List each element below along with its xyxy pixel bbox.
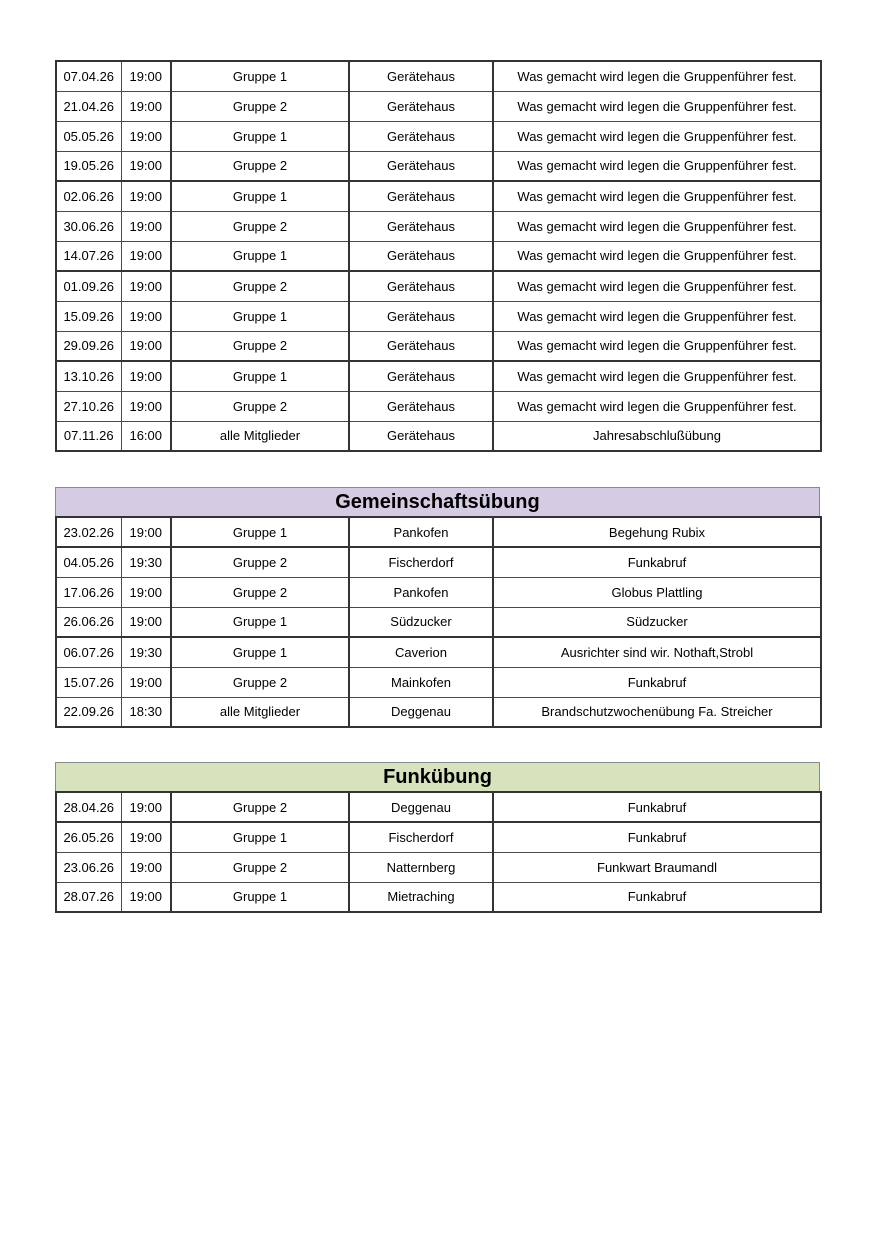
cell-date: 13.10.26	[56, 361, 121, 391]
cell-note: Was gemacht wird legen die Gruppenführer fest.	[493, 151, 821, 181]
cell-date: 28.07.26	[56, 882, 121, 912]
table-row	[56, 822, 821, 852]
cell-time: 19:00	[121, 577, 171, 607]
cell-date: 30.06.26	[56, 211, 121, 241]
cell-date: 28.04.26	[56, 792, 121, 822]
cell-location: Gerätehaus	[349, 391, 493, 421]
cell-note: Begehung Rubix	[493, 517, 821, 547]
cell-group: Gruppe 2	[171, 211, 349, 241]
cell-note: Funkabruf	[493, 547, 821, 577]
cell-time: 19:00	[121, 151, 171, 181]
section-title-gemeinschaftsuebung: Gemeinschaftsübung	[55, 487, 820, 516]
cell-location: Fischerdorf	[349, 547, 493, 577]
cell-note: Was gemacht wird legen die Gruppenführer fest.	[493, 211, 821, 241]
cell-group: Gruppe 1	[171, 822, 349, 852]
table-section-funkuebung	[55, 762, 820, 913]
cell-note: Was gemacht wird legen die Gruppenführer fest.	[493, 61, 821, 91]
cell-note: Was gemacht wird legen die Gruppenführer fest.	[493, 241, 821, 271]
cell-time: 19:00	[121, 271, 171, 301]
cell-location: Gerätehaus	[349, 421, 493, 451]
table-row	[56, 517, 821, 547]
cell-group: Gruppe 2	[171, 792, 349, 822]
cell-location: Natternberg	[349, 852, 493, 882]
cell-time: 19:00	[121, 882, 171, 912]
cell-note: Was gemacht wird legen die Gruppenführer fest.	[493, 391, 821, 421]
cell-note: Funkabruf	[493, 667, 821, 697]
cell-time: 19:00	[121, 607, 171, 637]
table-row	[56, 547, 821, 577]
cell-time: 19:30	[121, 547, 171, 577]
cell-location: Gerätehaus	[349, 91, 493, 121]
cell-time: 19:00	[121, 181, 171, 211]
table-row	[56, 211, 821, 241]
cell-date: 27.10.26	[56, 391, 121, 421]
cell-group: Gruppe 1	[171, 517, 349, 547]
schedule-table-funkuebung	[55, 791, 822, 913]
cell-time: 19:00	[121, 852, 171, 882]
table-row	[56, 61, 821, 91]
cell-location: Deggenau	[349, 792, 493, 822]
cell-date: 15.07.26	[56, 667, 121, 697]
cell-time: 19:00	[121, 241, 171, 271]
cell-date: 23.02.26	[56, 517, 121, 547]
cell-time: 18:30	[121, 697, 171, 727]
cell-location: Gerätehaus	[349, 211, 493, 241]
cell-location: Pankofen	[349, 517, 493, 547]
cell-group: Gruppe 2	[171, 151, 349, 181]
table-section-gemeinschaftsuebung	[55, 487, 820, 728]
cell-time: 19:00	[121, 211, 171, 241]
cell-note: Funkwart Braumandl	[493, 852, 821, 882]
cell-location: Deggenau	[349, 697, 493, 727]
cell-time: 19:30	[121, 637, 171, 667]
table-row	[56, 271, 821, 301]
cell-note: Brandschutzwochenübung Fa. Streicher	[493, 697, 821, 727]
cell-group: Gruppe 1	[171, 181, 349, 211]
table-section-gruppenuebung	[55, 60, 820, 452]
cell-location: Südzucker	[349, 607, 493, 637]
cell-group: Gruppe 2	[171, 852, 349, 882]
cell-note: Was gemacht wird legen die Gruppenführer fest.	[493, 301, 821, 331]
cell-date: 14.07.26	[56, 241, 121, 271]
table-row	[56, 421, 821, 451]
cell-date: 19.05.26	[56, 151, 121, 181]
cell-location: Gerätehaus	[349, 271, 493, 301]
cell-location: Mietraching	[349, 882, 493, 912]
cell-note: Ausrichter sind wir. Nothaft,Strobl	[493, 637, 821, 667]
table-row	[56, 301, 821, 331]
table-row	[56, 391, 821, 421]
cell-location: Gerätehaus	[349, 241, 493, 271]
cell-time: 19:00	[121, 301, 171, 331]
cell-date: 05.05.26	[56, 121, 121, 151]
cell-group: Gruppe 2	[171, 91, 349, 121]
cell-location: Pankofen	[349, 577, 493, 607]
cell-date: 06.07.26	[56, 637, 121, 667]
cell-note: Was gemacht wird legen die Gruppenführer fest.	[493, 361, 821, 391]
cell-note: Jahresabschlußübung	[493, 421, 821, 451]
table-row	[56, 792, 821, 822]
cell-time: 19:00	[121, 822, 171, 852]
cell-time: 19:00	[121, 517, 171, 547]
cell-group: Gruppe 1	[171, 121, 349, 151]
cell-time: 19:00	[121, 667, 171, 697]
cell-group: Gruppe 2	[171, 667, 349, 697]
section-title-funkuebung: Funkübung	[55, 762, 820, 791]
cell-group: Gruppe 1	[171, 637, 349, 667]
cell-location: Gerätehaus	[349, 181, 493, 211]
cell-note: Was gemacht wird legen die Gruppenführer fest.	[493, 181, 821, 211]
table-row	[56, 697, 821, 727]
cell-note: Was gemacht wird legen die Gruppenführer fest.	[493, 271, 821, 301]
cell-group: Gruppe 1	[171, 301, 349, 331]
cell-date: 07.04.26	[56, 61, 121, 91]
cell-time: 19:00	[121, 792, 171, 822]
cell-note: Was gemacht wird legen die Gruppenführer fest.	[493, 121, 821, 151]
cell-location: Gerätehaus	[349, 361, 493, 391]
cell-date: 26.05.26	[56, 822, 121, 852]
cell-location: Gerätehaus	[349, 151, 493, 181]
cell-date: 29.09.26	[56, 331, 121, 361]
table-row	[56, 91, 821, 121]
cell-date: 21.04.26	[56, 91, 121, 121]
cell-location: Gerätehaus	[349, 121, 493, 151]
cell-note: Was gemacht wird legen die Gruppenführer fest.	[493, 91, 821, 121]
cell-group: Gruppe 2	[171, 271, 349, 301]
cell-time: 19:00	[121, 91, 171, 121]
cell-date: 07.11.26	[56, 421, 121, 451]
cell-location: Fischerdorf	[349, 822, 493, 852]
cell-date: 15.09.26	[56, 301, 121, 331]
cell-date: 02.06.26	[56, 181, 121, 211]
cell-group: Gruppe 2	[171, 391, 349, 421]
table-row	[56, 361, 821, 391]
cell-note: Südzucker	[493, 607, 821, 637]
schedule-table-gemeinschaftsuebung	[55, 516, 822, 728]
table-row	[56, 151, 821, 181]
cell-location: Gerätehaus	[349, 301, 493, 331]
table-row	[56, 241, 821, 271]
table-row	[56, 607, 821, 637]
cell-group: Gruppe 1	[171, 61, 349, 91]
cell-location: Caverion	[349, 637, 493, 667]
cell-location: Gerätehaus	[349, 331, 493, 361]
table-row	[56, 882, 821, 912]
cell-date: 26.06.26	[56, 607, 121, 637]
cell-group: alle Mitglieder	[171, 697, 349, 727]
cell-location: Gerätehaus	[349, 61, 493, 91]
cell-note: Funkabruf	[493, 792, 821, 822]
cell-date: 01.09.26	[56, 271, 121, 301]
cell-group: Gruppe 1	[171, 241, 349, 271]
cell-group: Gruppe 1	[171, 607, 349, 637]
cell-time: 19:00	[121, 331, 171, 361]
cell-time: 19:00	[121, 391, 171, 421]
cell-location: Mainkofen	[349, 667, 493, 697]
table-row	[56, 577, 821, 607]
cell-note: Was gemacht wird legen die Gruppenführer fest.	[493, 331, 821, 361]
cell-group: Gruppe 2	[171, 547, 349, 577]
table-row	[56, 121, 821, 151]
cell-date: 23.06.26	[56, 852, 121, 882]
cell-group: Gruppe 2	[171, 577, 349, 607]
schedule-table-gruppenuebung	[55, 60, 822, 452]
cell-note: Funkabruf	[493, 822, 821, 852]
cell-date: 22.09.26	[56, 697, 121, 727]
table-row	[56, 852, 821, 882]
table-row	[56, 331, 821, 361]
cell-time: 19:00	[121, 61, 171, 91]
cell-date: 04.05.26	[56, 547, 121, 577]
cell-note: Funkabruf	[493, 882, 821, 912]
table-row	[56, 181, 821, 211]
cell-note: Globus Plattling	[493, 577, 821, 607]
cell-time: 19:00	[121, 121, 171, 151]
table-row	[56, 667, 821, 697]
cell-time: 16:00	[121, 421, 171, 451]
cell-group: Gruppe 1	[171, 361, 349, 391]
cell-time: 19:00	[121, 361, 171, 391]
cell-date: 17.06.26	[56, 577, 121, 607]
cell-group: alle Mitglieder	[171, 421, 349, 451]
cell-group: Gruppe 2	[171, 331, 349, 361]
cell-group: Gruppe 1	[171, 882, 349, 912]
table-row	[56, 637, 821, 667]
